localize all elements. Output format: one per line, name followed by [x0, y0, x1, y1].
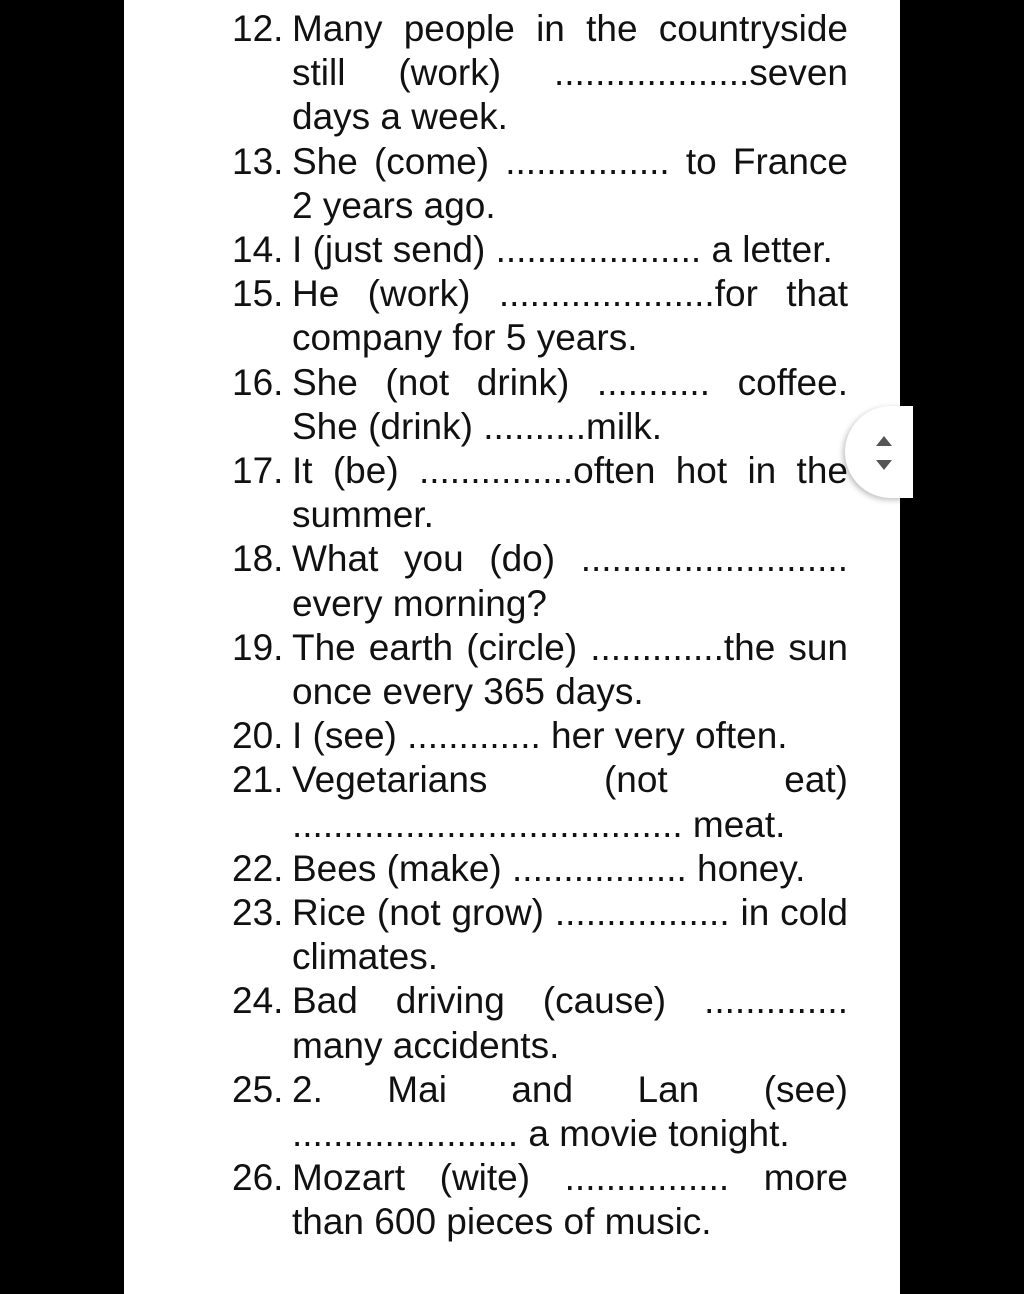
item-number: 14. [232, 229, 284, 271]
item-text: The earth (circle) .............the sun once every 365 days. [292, 626, 848, 713]
item-number: 24. [232, 980, 284, 1022]
item-number: 25. [232, 1068, 284, 1110]
item-number: 18. [232, 538, 284, 580]
chevron-up-icon[interactable] [876, 436, 892, 446]
item-number: 26. [232, 1157, 284, 1199]
item-number: 23. [232, 892, 284, 934]
item-text: Mozart (wite) ................ more than 600 pieces of music. [292, 1157, 848, 1243]
item-text: It (be) ...............often hot in the summer. [292, 450, 848, 536]
item-text: Many people in the countryside still (work) ...................seven days a week. [292, 8, 848, 138]
item-text: He (work) .....................for that company for 5 years. [292, 273, 848, 359]
list-item [232, 449, 848, 537]
list-item [232, 891, 848, 979]
list-item [232, 714, 848, 758]
chevron-down-icon[interactable] [876, 460, 892, 470]
list-item [232, 7, 848, 140]
list-item [232, 1068, 848, 1156]
item-number: 15. [232, 273, 284, 315]
item-text: What you (do) .......................... every morning? [292, 538, 848, 624]
list-item [232, 979, 848, 1067]
item-text: 2. Mai and Lan (see) ...................... a movie tonight. [292, 1068, 848, 1155]
list-item [232, 1156, 848, 1244]
item-number: 21. [232, 759, 284, 801]
list-item [232, 361, 848, 449]
item-number: 20. [232, 715, 284, 757]
item-number: 22. [232, 847, 284, 889]
list-item [232, 272, 848, 360]
item-text: I (see) ............. her very often. [292, 715, 788, 757]
item-text: I (just send) .................... a letter. [292, 229, 833, 271]
list-item [232, 537, 848, 625]
item-number: 17. [232, 450, 284, 492]
list-item [232, 847, 848, 891]
item-text: She (come) ................ to France 2 years ago. [292, 140, 848, 226]
item-text: Bees (make) ................. honey. [292, 847, 806, 889]
item-text: Vegetarians (not eat) ...................................... meat. [292, 759, 848, 845]
item-number: 16. [232, 361, 284, 403]
list-item [232, 140, 848, 228]
list-item [232, 758, 848, 846]
exercise-list [232, 7, 848, 1245]
item-number: 13. [232, 140, 284, 182]
item-number: 19. [232, 626, 284, 668]
list-item [232, 228, 848, 272]
item-text: Bad driving (cause) .............. many accidents. [292, 980, 848, 1066]
document-page [124, 0, 900, 1294]
list-item [232, 626, 848, 714]
item-text: Rice (not grow) ................. in cold climates. [292, 892, 848, 978]
item-number: 12. [232, 8, 284, 49]
item-text: She (not drink) ........... coffee. She (drink) ..........milk. [292, 361, 848, 447]
